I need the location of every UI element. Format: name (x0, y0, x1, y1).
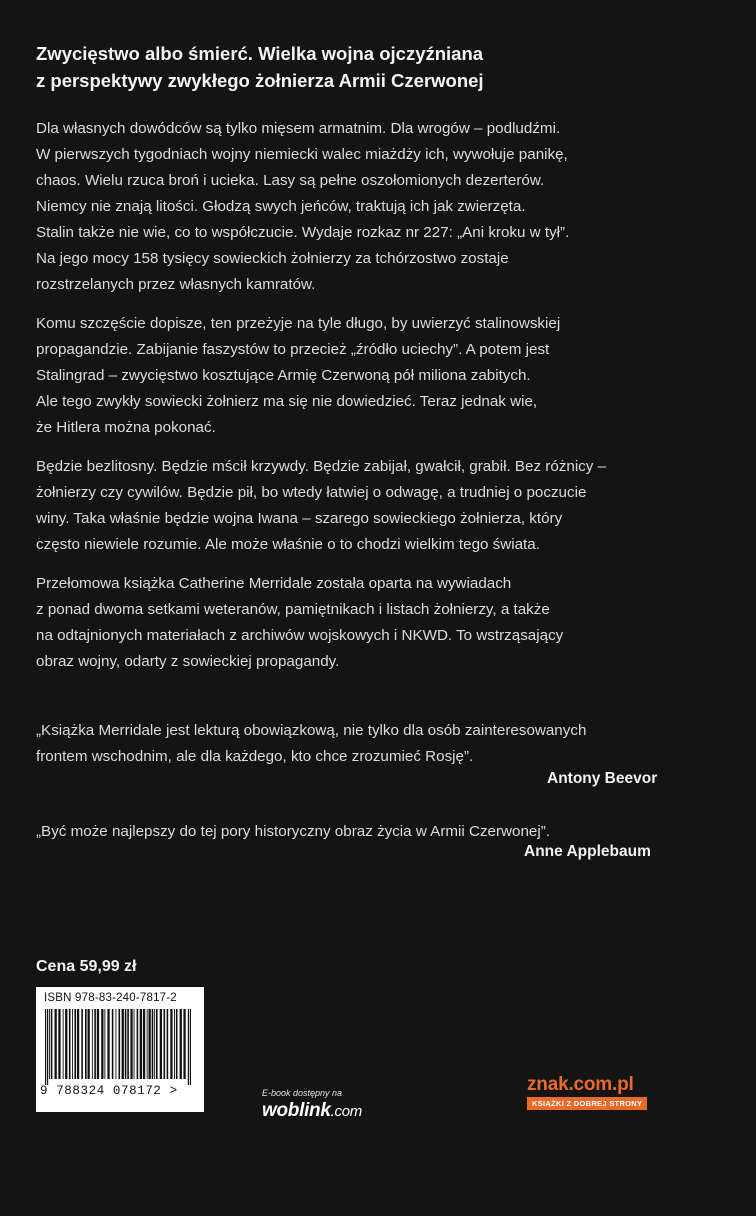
description-paragraph-4 (36, 571, 726, 675)
barcode-bar (154, 1009, 155, 1079)
barcode-bar (81, 1009, 83, 1079)
barcode-bar (69, 1009, 71, 1079)
barcode-bar (122, 1009, 124, 1079)
barcode-bar (190, 1009, 191, 1085)
paragraph-line: Będzie bezlitosny. Będzie mścił krzywdy. Będzie zabijał, gwałcił, grabił. Bez różnicy – (36, 458, 607, 475)
paragraph-line: rozstrzelanych przez własnych kamratów. (36, 276, 316, 293)
barcode-bar (143, 1009, 145, 1079)
barcode-bar (176, 1009, 178, 1079)
barcode-bar (180, 1009, 182, 1079)
paragraph-line: Przełomowa książka Catherine Merridale została oparta na wywiadach (36, 575, 512, 592)
paragraph-line: Stalin także nie wie, co to współczucie. Wydaje rozkaz nr 227: „Ani kroku w tył”. (36, 224, 570, 241)
barcode-image (43, 1009, 197, 1085)
barcode-bar (51, 1009, 53, 1079)
headline (36, 40, 716, 94)
barcode-bar (63, 1009, 64, 1079)
barcode-bar (174, 1009, 175, 1079)
barcode-bar (147, 1009, 148, 1079)
barcode-bar (127, 1009, 129, 1079)
znak-logo[interactable]: znak.com.pl (527, 1074, 634, 1095)
barcode-bar (167, 1009, 169, 1079)
barcode-bar (156, 1009, 158, 1079)
woblink-brand: woblink (262, 1100, 331, 1121)
paragraph-line: na odtajnionych materiałach z archiwów wojskowych i NKWD. To wstrząsający (36, 627, 564, 644)
barcode-bar (112, 1009, 114, 1079)
paragraph-line: Na jego mocy 158 tysięcy sowieckich żołnierzy za tchórzostwo zostaje (36, 250, 509, 267)
headline-line: z perspektywy zwykłego żołnierza Armii Czerwonej (36, 70, 484, 91)
barcode-bar (47, 1009, 48, 1085)
barcode-bar (149, 1009, 151, 1079)
barcode-bar (101, 1009, 103, 1079)
barcode-bar (85, 1009, 87, 1079)
quote-line: „Książka Merridale jest lekturą obowiązkową, nie tylko dla osób zainteresowanych (36, 722, 587, 739)
barcode-bar (94, 1009, 96, 1079)
znak-tagline: KSIĄŻKI Z DOBREJ STRONY (527, 1097, 647, 1110)
paragraph-line: propagandzie. Zabijanie faszystów to przecież „źródło uciechy”. A potem jest (36, 341, 550, 358)
barcode-bar (137, 1009, 139, 1079)
price: Cena 59,99 zł (36, 958, 137, 975)
barcode-bar (88, 1009, 90, 1079)
description-paragraph-2 (36, 311, 726, 441)
paragraph-line: często niewiele rozumie. Ale może właśnie o to chodzi wielkim tego świata. (36, 536, 540, 553)
barcode-bar (104, 1009, 105, 1079)
description-paragraph-3 (36, 454, 726, 558)
ebook-label: E-book dostępny na (262, 1088, 343, 1098)
barcode-bar (55, 1009, 57, 1079)
paragraph-line: z ponad dwoma setkami weteranów, pamiętnikach i listach żołnierzy, a także (36, 601, 550, 618)
barcode-bar (92, 1009, 93, 1079)
paragraph-line: W pierwszych tygodniach wojny niemiecki walec miażdży ich, wywołuje panikę, (36, 146, 568, 163)
barcode-bar (72, 1009, 73, 1079)
barcode-bar (170, 1009, 172, 1079)
barcode-bar (164, 1009, 166, 1079)
barcode-bar (97, 1009, 99, 1079)
barcode-bar (140, 1009, 142, 1079)
paragraph-line: Dla własnych dowódców są tylko mięsem armatnim. Dla wrogów – podludźmi. (36, 120, 561, 137)
barcode-digits: 9 788324 078172 > (40, 1084, 178, 1098)
description-paragraph-1 (36, 116, 726, 298)
barcode-bar (134, 1009, 135, 1079)
woblink-logo[interactable] (262, 1100, 362, 1122)
paragraph-line: obraz wojny, odarty z sowieckiej propagandy. (36, 653, 340, 670)
woblink-domain: .com (330, 1103, 362, 1120)
paragraph-line: Ale tego zwykły sowiecki żołnierz ma się nie dowiedzieć. Teraz jednak wie, (36, 393, 538, 410)
barcode-bar (183, 1009, 185, 1079)
barcode-bar (65, 1009, 67, 1079)
paragraph-line: Niemcy nie znają litości. Głodzą swych jeńców, traktują ich jak zwierzęta. (36, 198, 526, 215)
barcode-bar (130, 1009, 132, 1079)
headline-line: Zwycięstwo albo śmierć. Wielka wojna ojczyźniana (36, 43, 484, 64)
paragraph-line: że Hitlera można pokonać. (36, 419, 216, 436)
quote-author-1: Antony Beevor (547, 770, 658, 787)
barcode-bar (45, 1009, 46, 1085)
barcode-bar (152, 1009, 154, 1079)
barcode-bar (74, 1009, 76, 1079)
review-quote-1 (36, 718, 676, 770)
paragraph-line: Komu szczęście dopisze, ten przeżyje na tyle długo, by uwierzyć stalinowskiej (36, 315, 561, 332)
barcode-bar (119, 1009, 121, 1079)
barcode-bar (49, 1009, 50, 1079)
quote-author-2: Anne Applebaum (524, 843, 651, 860)
paragraph-line: winy. Taka właśnie będzie wojna Iwana – szarego sowieckiego żołnierza, który (36, 510, 563, 527)
barcode-bar (58, 1009, 60, 1079)
barcode-bar (188, 1009, 189, 1085)
isbn-label: ISBN 978-83-240-7817-2 (44, 992, 177, 1004)
quote-line: frontem wschodnim, ale dla każdego, kto chce zrozumieć Rosję”. (36, 748, 474, 765)
barcode-bar (125, 1009, 127, 1079)
barcode-panel (36, 987, 204, 1112)
review-quote-2 (36, 819, 676, 845)
barcode-bar (77, 1009, 79, 1079)
barcode-bar (107, 1009, 109, 1079)
paragraph-line: żołnierzy czy cywilów. Będzie pił, bo wtedy łatwiej o odwagę, a trudniej o poczucie (36, 484, 587, 501)
barcode-bar (116, 1009, 117, 1079)
barcode-bar (160, 1009, 162, 1079)
paragraph-line: chaos. Wielu rzuca broń i ucieka. Lasy są pełne oszołomionych dezerterów. (36, 172, 545, 189)
paragraph-line: Stalingrad – zwycięstwo kosztujące Armię Czerwoną pół miliona zabitych. (36, 367, 531, 384)
quote-line: „Być może najlepszy do tej pory historyczny obraz życia w Armii Czerwonej”. (36, 823, 551, 840)
